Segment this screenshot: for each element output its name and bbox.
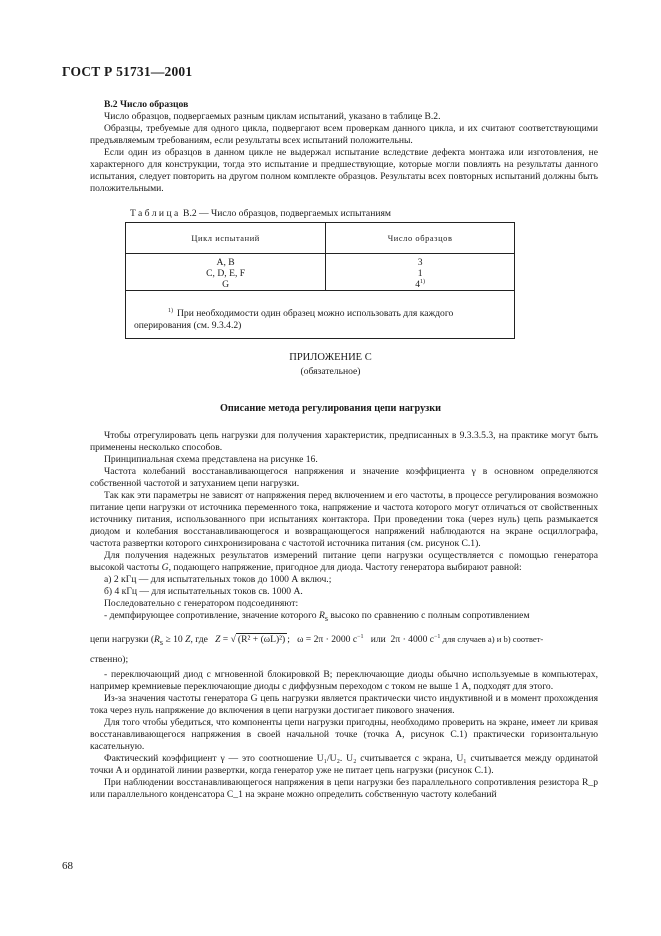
paragraph: Образцы, требуемые для одного цикла, подвергают всем проверкам данного цикла, и их считают соответствующими предъявляемым требованиям, если результаты всех испытаний положительны. bbox=[90, 123, 598, 146]
samples-table bbox=[125, 222, 515, 339]
page-number: 68 bbox=[62, 860, 73, 872]
section-title: B.2 Число образцов bbox=[104, 99, 189, 110]
paragraph: Из-за значения частоты генератора G цепь нагрузки является практически чисто индуктивной и в момент прохождения тока через нуль напряжение до включения в цепи нагрузки достигает пикового значения. bbox=[90, 692, 598, 716]
paragraph: Если один из образцов в данном цикле не выдержал испытание вследствие дефекта монтажа или изготовления, не характерного для конструкции, тогда это испытание и предшествующие, которые могли повлиять на результаты данного испытания, следует повторить на другом полном комплекте образцов. Результаты всех повторных испытаний должны быть положительными. bbox=[90, 147, 598, 194]
formula-line: цепи нагрузки ($R_s \ge 10$ Z, где Z = √ (R² + (ωL)²) ; ω = 2π · 2000 $с^{-1}$ или 2π · 4000 $с^{-1}$ для случаев а) и b) соответ- bbox=[90, 633, 544, 647]
table-row bbox=[126, 279, 515, 291]
paragraph: Последовательно с генератором подсоединяют: bbox=[104, 598, 299, 609]
table-row bbox=[126, 268, 515, 279]
paragraph: Для того чтобы убедиться, что компоненты цепи нагрузки пригодны, необходимо проверить на экране, имеет ли кривая восстанавливающегося напряжения в своей начальной точке (точка A, рисунок С.1) практически горизонтальную касательную. bbox=[90, 716, 598, 752]
paragraph: Частота колебаний восстанавливающегося напряжения и значение коэффициента γ в основном определяются собственной частотой и затуханием цепи нагрузки. bbox=[90, 466, 598, 489]
paragraph: Для получения надежных результатов измерений питание цепи нагрузки осуществляется с помощью генератора высокой частоты G, подающего напряжение, пригодное для диода. Частоту генератора выбирают равной: bbox=[90, 550, 598, 573]
standard-header: ГОСТ Р 51731—2001 bbox=[62, 64, 193, 79]
paragraph: Чтобы отрегулировать цепь нагрузки для получения характеристик, предписанных в 9.3.3.5.3, на практике могут быть применены несколько способов. bbox=[90, 430, 598, 453]
cell-count: 4$^{1)}$ bbox=[326, 279, 515, 291]
appendix-heading: Описание метода регулирования цепи нагрузки bbox=[220, 403, 441, 414]
table-caption bbox=[130, 208, 391, 219]
appendix-title: ПРИЛОЖЕНИЕ С bbox=[289, 352, 372, 363]
list-item: а) 2 кГц — для испытательных токов до 1000 А включ.; bbox=[104, 574, 332, 585]
paragraph: - переключающий диод с мгновенной блокировкой B; переключающие диоды обычно используемые в компьютерах, например кремниевые переключающие диоды с диффузным переходом с током не выше 1 А, подходят для этого. bbox=[90, 668, 598, 692]
cell-cycle: C, D, E, F bbox=[126, 268, 326, 279]
paragraph: Так как эти параметры не зависят от напряжения перед включением и его частоты, в процессе регулирования возможно питание цепи нагрузки от источника переменного тока, напряжение и частота которого могут отличаться от свойственных источнику питания, использованного при испытаниях контактора. При проведении тока (через нуль) цепь размыкается диодом и колебания восстанавливающегося и возвращающегося напряжений наблюдаются на экране осциллографа, частота развертки которого синхронизирована с частотой источника питания (см. рисунок С.1). bbox=[90, 490, 598, 549]
paragraph: - демпфирующее сопротивление, значение которого $R_s$ высоко по сравнению с полным сопротивлением bbox=[104, 610, 530, 623]
cell-count: 1 bbox=[326, 268, 515, 279]
section-b2 bbox=[90, 99, 598, 195]
paragraph: Принципиальная схема представлена на рисунке 16. bbox=[104, 454, 318, 465]
footnote-ref: 1) bbox=[420, 278, 426, 285]
table-row bbox=[126, 257, 515, 268]
paragraph: При наблюдении восстанавливающегося напряжения в цепи нагрузки без параллельного сопротивления резистора R_p или параллельного конденсатора C_1 на экране можно определить собственную частоту колебаний bbox=[90, 776, 598, 800]
cell-cycle: G bbox=[126, 279, 326, 291]
column-header-count: Число образцов bbox=[326, 223, 515, 254]
cell-count: 3 bbox=[326, 257, 515, 268]
table-caption-text: В.2 — Число образцов, подвергаемых испытаниям bbox=[183, 208, 391, 219]
table-caption-word: Таблица bbox=[130, 208, 181, 219]
appendix-subtitle: (обязательное) bbox=[300, 366, 361, 377]
cell-cycle: A, B bbox=[126, 257, 326, 268]
list-item: б) 4 кГц — для испытательных токов св. 1000 А. bbox=[104, 586, 303, 597]
paragraph: ственно); bbox=[90, 653, 129, 665]
paragraph: Число образцов, подвергаемых разным циклам испытаний, указано в таблице В.2. bbox=[104, 111, 441, 122]
appendix-body bbox=[90, 430, 598, 801]
paragraph: Фактический коэффициент γ — это соотношение U₁/U₂. U₂ считывается с экрана, U₁ считывается между ординатой точки A и ординатой линии развертки, когда генератор уже не питает цепь нагрузки (рисунок С.1). bbox=[90, 752, 598, 776]
column-header-cycle: Цикл испытаний bbox=[126, 223, 326, 254]
table-footnote: $^{1)}$ При необходимости один образец можно использовать для каждого оперирования (см. 9.3.4.2) bbox=[126, 291, 515, 339]
